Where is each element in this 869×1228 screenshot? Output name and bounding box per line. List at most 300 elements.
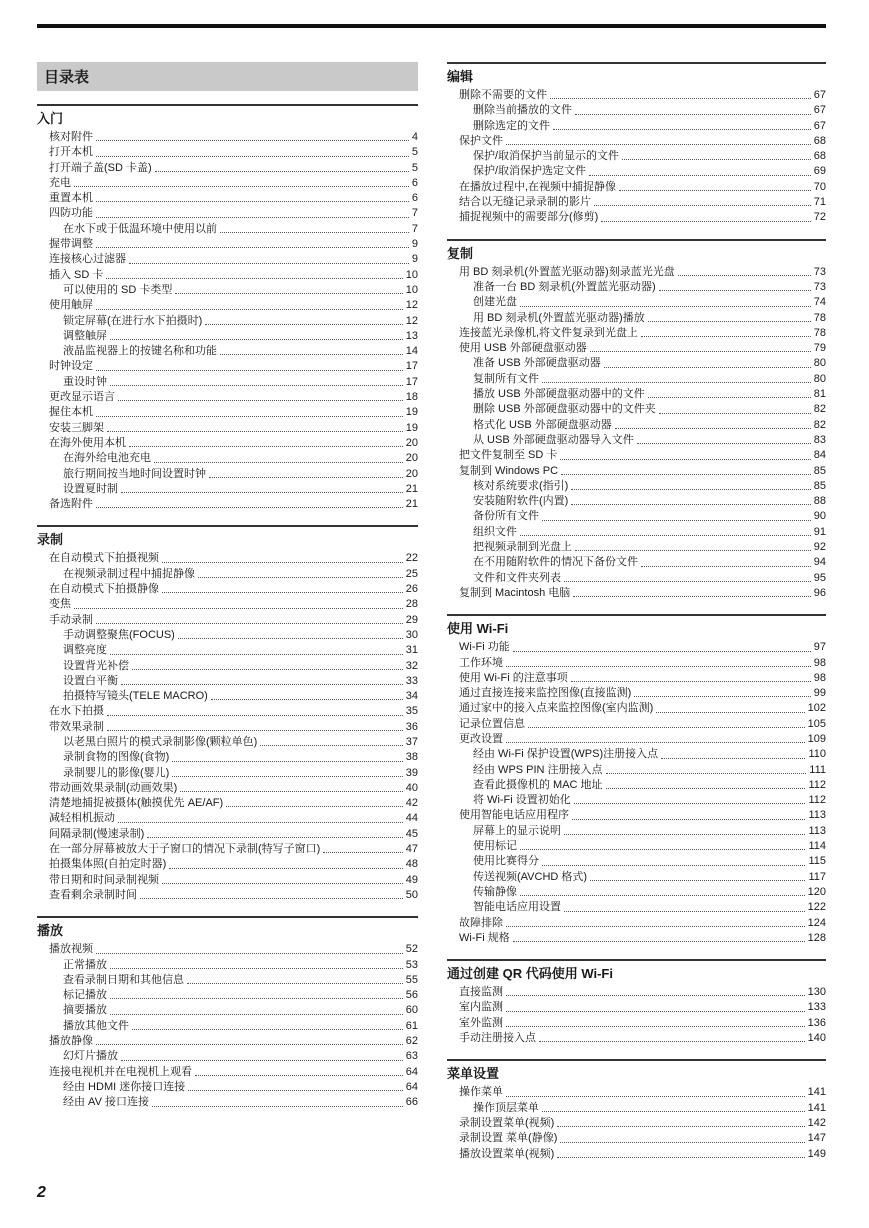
dot-leader (648, 321, 811, 322)
toc-entry[interactable] (37, 827, 418, 842)
dot-leader (553, 129, 811, 130)
entry-page-number: 19 (405, 421, 418, 434)
toc-entry[interactable] (447, 1147, 826, 1162)
entry-title: 更改设置 (459, 732, 503, 745)
entry-title: 删除选定的文件 (473, 119, 550, 132)
dot-leader (175, 293, 402, 294)
toc-entry[interactable] (37, 161, 418, 176)
dot-leader (606, 773, 807, 774)
toc-entry[interactable] (447, 372, 826, 387)
entry-page-number: 7 (411, 222, 418, 235)
entry-title: 播放其他文件 (63, 1019, 129, 1032)
toc-entry[interactable] (447, 717, 826, 732)
toc-entry[interactable] (37, 1080, 418, 1095)
dot-leader (74, 608, 403, 609)
entry-title: 使用比赛得分 (473, 855, 539, 868)
toc-entry[interactable] (37, 451, 418, 466)
entry-page-number: 96 (813, 586, 826, 599)
toc-entry[interactable] (37, 329, 418, 344)
entry-title: 播放 USB 外部硬盘驱动器中的文件 (473, 388, 645, 401)
toc-entry[interactable] (37, 314, 418, 329)
toc-entry[interactable] (447, 119, 826, 134)
toc-entry[interactable] (37, 674, 418, 689)
entry-page-number: 74 (813, 296, 826, 309)
dot-leader (96, 416, 403, 417)
entry-title: 工作环境 (459, 656, 503, 669)
entry-title: 握带调整 (49, 238, 93, 251)
dot-leader (140, 898, 403, 899)
entry-page-number: 67 (813, 104, 826, 117)
toc-entry[interactable] (37, 1034, 418, 1049)
toc-entry[interactable] (447, 571, 826, 586)
dot-leader (205, 324, 402, 325)
entry-page-number: 47 (405, 843, 418, 856)
entry-page-number: 109 (807, 732, 826, 745)
toc-entry[interactable] (447, 671, 826, 686)
entry-title: 在海外使用本机 (49, 436, 126, 449)
dot-leader (542, 520, 811, 521)
toc-entry[interactable] (37, 390, 418, 405)
toc-entry[interactable] (37, 613, 418, 628)
entry-page-number: 82 (813, 418, 826, 431)
toc-entry[interactable] (37, 842, 418, 857)
entry-title: 准备 USB 外部硬盘驱动器 (473, 357, 601, 370)
entry-page-number: 44 (405, 812, 418, 825)
toc-entry[interactable] (37, 888, 418, 903)
toc-entry[interactable] (37, 628, 418, 643)
entry-title: 屏幕上的显示说明 (473, 824, 561, 837)
toc-entry[interactable] (37, 482, 418, 497)
toc-entry[interactable] (37, 811, 418, 826)
dot-leader (110, 654, 403, 655)
toc-entry[interactable] (37, 344, 418, 359)
entry-page-number: 85 (813, 464, 826, 477)
toc-entry[interactable] (447, 341, 826, 356)
dot-leader (560, 459, 810, 460)
dot-leader (659, 290, 811, 291)
entry-page-number: 9 (411, 253, 418, 266)
dot-leader (96, 247, 409, 248)
entry-title: 手动注册接入点 (459, 1032, 536, 1045)
toc-entry[interactable] (37, 766, 418, 781)
entry-page-number: 32 (405, 659, 418, 672)
toc-entry[interactable] (37, 567, 418, 582)
top-rule (37, 24, 826, 28)
entry-title: 录制食物的图像(食物) (63, 751, 170, 764)
dot-leader (260, 745, 402, 746)
entry-page-number: 12 (405, 299, 418, 312)
entry-page-number: 25 (405, 567, 418, 580)
entry-page-number: 62 (405, 1035, 418, 1048)
toc-entry[interactable] (447, 1131, 826, 1146)
toc-entry[interactable] (37, 206, 418, 221)
entry-page-number: 6 (411, 192, 418, 205)
entry-page-number: 28 (405, 598, 418, 611)
toc-section (447, 959, 826, 1046)
section-title: 录制 (37, 532, 64, 548)
toc-entry[interactable] (37, 988, 418, 1003)
entry-page-number: 115 (808, 855, 826, 868)
toc-section (37, 525, 418, 903)
entry-page-number: 12 (405, 314, 418, 327)
toc-entry[interactable] (37, 582, 418, 597)
toc-entry[interactable] (447, 195, 826, 210)
toc-entry[interactable] (37, 1019, 418, 1034)
entry-title: 使用触屏 (49, 299, 93, 312)
toc-entry[interactable] (447, 763, 826, 778)
entry-title: 经由 Wi-Fi 保护设置(WPS)注册接入点 (473, 748, 659, 761)
entry-title: 室内监测 (459, 1001, 503, 1014)
entry-page-number: 49 (405, 873, 418, 886)
entry-page-number: 17 (405, 375, 418, 388)
entry-title: 锁定屏幕(在进行水下拍摄时) (63, 314, 203, 327)
entry-title: 录制婴儿的影像(婴儿) (63, 766, 170, 779)
toc-entry[interactable] (447, 586, 826, 601)
toc-entry[interactable] (37, 467, 418, 482)
toc-entry[interactable] (447, 164, 826, 179)
toc-entry[interactable] (37, 720, 418, 735)
toc-entry[interactable] (37, 1095, 418, 1110)
toc-entry[interactable] (447, 1116, 826, 1131)
dot-leader (520, 895, 805, 896)
dot-leader (542, 865, 805, 866)
dot-leader (661, 758, 805, 759)
toc-entry[interactable] (447, 479, 826, 494)
toc-section (447, 62, 826, 226)
toc-entry[interactable] (447, 808, 826, 823)
entry-page-number: 124 (807, 916, 826, 929)
toc-entry[interactable] (447, 916, 826, 931)
toc-entry[interactable] (447, 555, 826, 570)
toc-entry[interactable] (37, 436, 418, 451)
toc-entry[interactable] (37, 597, 418, 612)
dot-leader (550, 98, 811, 99)
entry-title: 在不用随附软件的情况下备份文件 (473, 556, 638, 569)
toc-entry[interactable] (447, 448, 826, 463)
toc-entry[interactable] (37, 750, 418, 765)
dot-leader (506, 666, 811, 667)
entry-page-number: 36 (405, 720, 418, 733)
dot-leader (571, 489, 810, 490)
toc-entry[interactable] (37, 1065, 418, 1080)
toc-entry[interactable] (447, 1000, 826, 1015)
dot-leader (590, 880, 805, 881)
dot-leader (110, 968, 403, 969)
entry-title: 在水下或于低温环境中使用以前 (63, 222, 217, 235)
entry-page-number: 78 (813, 326, 826, 339)
toc-entry[interactable] (447, 356, 826, 371)
dot-leader (506, 995, 805, 996)
toc-section (447, 1059, 826, 1161)
toc-entry[interactable] (447, 509, 826, 524)
toc-entry[interactable] (37, 237, 418, 252)
entry-title: 使用 Wi-Fi 的注意事项 (459, 671, 568, 684)
toc-entry[interactable] (447, 793, 826, 808)
dot-leader (520, 535, 811, 536)
toc-entry[interactable] (447, 494, 826, 509)
entry-title: 录制设置菜单(视频) (459, 1116, 555, 1129)
entry-title: 调整触屏 (63, 329, 107, 342)
entry-page-number: 56 (405, 989, 418, 1002)
toc-entry[interactable] (37, 298, 418, 313)
toc-entry[interactable] (447, 311, 826, 326)
toc-entry[interactable] (37, 191, 418, 206)
toc-entry[interactable] (447, 295, 826, 310)
toc-entry[interactable] (37, 130, 418, 145)
toc-entry[interactable] (447, 265, 826, 280)
entry-title: 文件和文件夹列表 (473, 571, 561, 584)
entry-title: 记录位置信息 (459, 717, 525, 730)
toc-entry[interactable] (447, 418, 826, 433)
entry-page-number: 55 (405, 973, 418, 986)
toc-entry[interactable] (37, 268, 418, 283)
dot-leader (198, 577, 403, 578)
toc-entry[interactable] (447, 931, 826, 946)
toc-entry[interactable] (447, 701, 826, 716)
entry-page-number: 69 (813, 165, 826, 178)
entry-page-number: 22 (405, 552, 418, 565)
dot-leader (209, 477, 403, 478)
entry-title: 保护/取消保护选定文件 (473, 165, 587, 178)
entry-title: 液晶监视器上的按键名称和功能 (63, 345, 217, 358)
page-title: 目录表 (37, 62, 418, 91)
entry-page-number: 38 (405, 751, 418, 764)
toc-entry[interactable] (447, 854, 826, 869)
toc-entry[interactable] (37, 497, 418, 512)
toc-entry[interactable] (37, 873, 418, 888)
dot-leader (178, 638, 403, 639)
toc-entry[interactable] (37, 958, 418, 973)
toc-entry[interactable] (37, 942, 418, 957)
dot-leader (506, 1026, 805, 1027)
toc-entry[interactable] (447, 656, 826, 671)
dot-leader (96, 217, 409, 218)
dot-leader (169, 868, 402, 869)
dot-leader (121, 492, 403, 493)
toc-entry[interactable] (447, 900, 826, 915)
dot-leader (96, 507, 403, 508)
toc-entry[interactable] (447, 1085, 826, 1100)
dot-leader (506, 742, 805, 743)
toc-entry[interactable] (447, 180, 826, 195)
toc-entry[interactable] (37, 405, 418, 420)
entry-title: 在播放过程中,在视频中捕捉静像 (459, 180, 617, 193)
entry-page-number: 71 (813, 196, 826, 209)
entry-page-number: 111 (809, 763, 826, 776)
dot-leader (634, 696, 810, 697)
entry-page-number: 80 (813, 372, 826, 385)
entry-page-number: 6 (411, 176, 418, 189)
toc-entry[interactable] (447, 839, 826, 854)
dot-leader (129, 446, 403, 447)
dot-leader (656, 712, 804, 713)
entry-title: 复制所有文件 (473, 372, 539, 385)
entry-title: 连接电视机并在电视机上观看 (49, 1065, 192, 1078)
toc-entry[interactable] (37, 252, 418, 267)
right-sections (447, 62, 826, 1162)
entry-title: 将 Wi-Fi 设置初始化 (473, 794, 571, 807)
toc-entry[interactable] (37, 704, 418, 719)
dot-leader (590, 351, 811, 352)
toc-entry[interactable] (37, 222, 418, 237)
toc-entry[interactable] (447, 870, 826, 885)
dot-leader (96, 623, 403, 624)
entry-title: 拍摄集体照(自拍定时器) (49, 858, 167, 871)
entry-title: 幻灯片播放 (63, 1050, 118, 1063)
entry-title: 从 USB 外部硬盘驱动器导入文件 (473, 433, 634, 446)
entry-page-number: 34 (405, 690, 418, 703)
toc-entry[interactable] (37, 973, 418, 988)
entry-title: 传送视频(AVCHD 格式) (473, 870, 588, 883)
toc-entry[interactable] (37, 857, 418, 872)
toc-entry[interactable] (447, 464, 826, 479)
toc-entry[interactable] (37, 359, 418, 374)
entry-page-number: 10 (405, 283, 418, 296)
entry-page-number: 64 (405, 1080, 418, 1093)
page-number: 2 (37, 1184, 46, 1201)
entry-page-number: 63 (405, 1050, 418, 1063)
entry-page-number: 40 (405, 781, 418, 794)
entry-title: 重置本机 (49, 192, 93, 205)
entry-page-number: 73 (813, 280, 826, 293)
toc-entry[interactable] (447, 433, 826, 448)
entry-page-number: 81 (813, 388, 826, 401)
toc-entry[interactable] (37, 421, 418, 436)
entry-page-number: 117 (808, 870, 826, 883)
entry-title: 保护/取消保护当前显示的文件 (473, 150, 620, 163)
entry-page-number: 90 (813, 510, 826, 523)
dot-leader (147, 837, 402, 838)
entry-page-number: 122 (807, 901, 826, 914)
entry-title: 删除 USB 外部硬盘驱动器中的文件夹 (473, 403, 656, 416)
entry-page-number: 30 (405, 628, 418, 641)
entry-page-number: 60 (405, 1004, 418, 1017)
toc-entry[interactable] (447, 88, 826, 103)
entry-title: 在海外给电池充电 (63, 452, 151, 465)
entry-title: 打开端子盖(SD 卡盖) (49, 161, 152, 174)
toc-entry[interactable] (37, 375, 418, 390)
toc-entry[interactable] (37, 1049, 418, 1064)
entry-page-number: 64 (405, 1065, 418, 1078)
toc-entry[interactable] (37, 796, 418, 811)
dot-leader (542, 1111, 805, 1112)
entry-title: 在自动模式下拍摄视频 (49, 552, 159, 565)
entry-title: 在自动模式下拍摄静像 (49, 583, 159, 596)
toc-entry[interactable] (37, 1003, 418, 1018)
entry-title: 操作顶层菜单 (473, 1101, 539, 1114)
dot-leader (96, 140, 409, 141)
toc-entry[interactable] (37, 643, 418, 658)
toc-entry[interactable] (447, 103, 826, 118)
entry-title: 摘要播放 (63, 1004, 107, 1017)
toc-entry[interactable] (37, 689, 418, 704)
toc-entry[interactable] (37, 551, 418, 566)
entry-title: 安装随附软件(内置) (473, 495, 569, 508)
toc-entry[interactable] (447, 732, 826, 747)
entry-title: 连接蓝光录像机,将文件复录到光盘上 (459, 326, 639, 339)
entry-title: 结合以无缝记录录制的影片 (459, 196, 591, 209)
toc-entry[interactable] (447, 1101, 826, 1116)
entry-page-number: 95 (813, 571, 826, 584)
toc-entry[interactable] (447, 985, 826, 1000)
toc-entry[interactable] (37, 659, 418, 674)
dot-leader (564, 834, 805, 835)
toc-entry[interactable] (447, 747, 826, 762)
entry-title: 充电 (49, 176, 71, 189)
dot-leader (594, 205, 811, 206)
toc-entry[interactable] (447, 387, 826, 402)
entry-page-number: 82 (813, 403, 826, 416)
entry-title: 准备一台 BD 刻录机(外置蓝光驱动器) (473, 280, 656, 293)
toc-entry[interactable] (37, 735, 418, 750)
toc-entry[interactable] (447, 280, 826, 295)
dot-leader (539, 1041, 805, 1042)
toc-entry[interactable] (447, 824, 826, 839)
toc-entry[interactable] (447, 326, 826, 341)
toc-entry[interactable] (447, 1016, 826, 1031)
toc-entry[interactable] (447, 134, 826, 149)
entry-title: 把视频录制到光盘上 (473, 541, 572, 554)
toc-entry[interactable] (37, 283, 418, 298)
entry-page-number: 26 (405, 583, 418, 596)
toc-entry[interactable] (447, 540, 826, 555)
toc-section (447, 239, 826, 602)
toc-entry[interactable] (37, 176, 418, 191)
entry-title: 安装三脚架 (49, 421, 104, 434)
entry-title: 组织文件 (473, 525, 517, 538)
toc-entry[interactable] (447, 686, 826, 701)
toc-entry[interactable] (447, 525, 826, 540)
entry-page-number: 142 (807, 1116, 826, 1129)
entry-title: 在一部分屏幕被放大于子窗口的情况下录制(特写子窗口) (49, 843, 321, 856)
entry-page-number: 80 (813, 357, 826, 370)
dot-leader (557, 1157, 804, 1158)
toc-entry[interactable] (447, 885, 826, 900)
entry-title: 手动调整聚焦(FOCUS) (63, 628, 175, 641)
entry-title: 核对附件 (49, 131, 93, 143)
toc-entry[interactable] (447, 402, 826, 417)
entry-page-number: 112 (808, 778, 826, 791)
entry-page-number: 130 (807, 986, 826, 999)
entry-title: 使用 USB 外部硬盘驱动器 (459, 342, 587, 355)
toc-entry[interactable] (447, 210, 826, 225)
toc-entry[interactable] (37, 145, 418, 160)
toc-entry[interactable] (447, 778, 826, 793)
entry-page-number: 39 (405, 766, 418, 779)
dot-leader (323, 852, 402, 853)
entry-title: 核对系统要求(指引) (473, 479, 569, 492)
toc-left-column (37, 62, 418, 1124)
toc-entry[interactable] (37, 781, 418, 796)
entry-title: 手动录制 (49, 613, 93, 626)
dot-leader (226, 806, 403, 807)
dot-leader (121, 684, 403, 685)
dot-leader (606, 788, 806, 789)
entry-page-number: 20 (405, 436, 418, 449)
entry-page-number: 91 (813, 525, 826, 538)
entry-title: 四防功能 (49, 207, 93, 220)
toc-entry[interactable] (447, 149, 826, 164)
dot-leader (132, 1029, 403, 1030)
entry-page-number: 48 (405, 858, 418, 871)
toc-entry[interactable] (447, 1031, 826, 1046)
entry-page-number: 66 (405, 1096, 418, 1109)
toc-section (37, 104, 418, 512)
toc-entry[interactable] (447, 640, 826, 655)
entry-title: 设置背光补偿 (63, 659, 129, 672)
dot-leader (604, 367, 811, 368)
entry-title: 正常播放 (63, 958, 107, 971)
